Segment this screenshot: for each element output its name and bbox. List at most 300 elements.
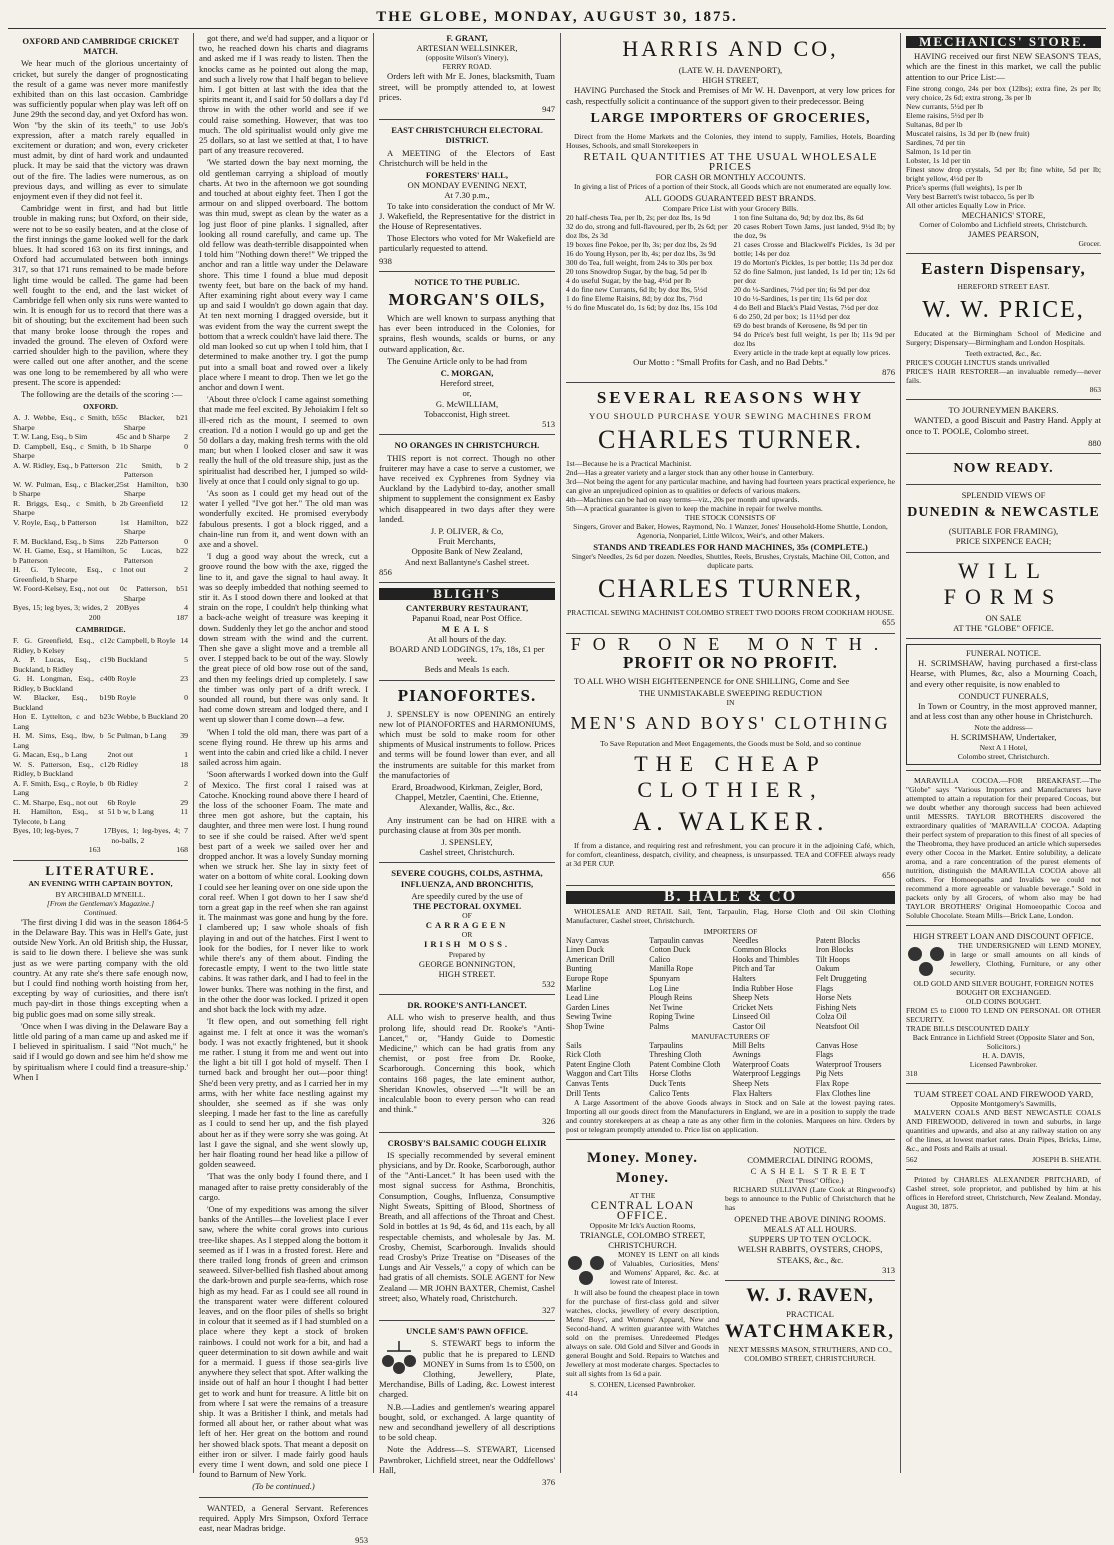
second-innings-dismissal: not out: [111, 750, 134, 760]
forms-at: AT THE "GLOBE" OFFICE.: [953, 622, 1054, 633]
pawnbroker-balls-icon: [906, 942, 946, 978]
batsman-name: H. Hamilton, Esq., st Tylecote, b Lang: [13, 807, 104, 826]
oliver-trade: Fruit Merchants,: [438, 536, 496, 547]
hale-list-column: [649, 1041, 728, 1099]
second-innings-dismissal: Byes, 1; leg-byes, 4; no-balls, 2: [111, 826, 181, 845]
hale-manufacture-list: [566, 1041, 895, 1099]
raven-next: NEXT MESSRS MASON, STRUTHERS, AND CO.,: [728, 1345, 892, 1355]
pawn-title: UNCLE SAM'S PAWN OFFICE.: [405, 1326, 529, 1337]
batsman-name: R. Briggs, Esq., c Smith, b Sharpe: [13, 498, 117, 518]
second-innings-score: 1: [184, 750, 188, 760]
crosby-title: CROSBY'S BALSAMIC COUGH ELIXIR: [387, 1137, 547, 1148]
batsman-name: W. W. Pulman, Esq., c Blacker, b Sharpe: [13, 479, 117, 499]
hale-list-column: [816, 936, 895, 1032]
loan-name: H. A. DAVIS,: [982, 1050, 1025, 1060]
price-item: 69 do best brands of Kerosene, 8s 9d per tin: [733, 320, 868, 330]
first-innings-score: 23: [103, 712, 112, 722]
divider: [725, 1280, 895, 1281]
mechanics-signature: JAMES PEARSON,: [968, 229, 1039, 240]
second-innings-dismissal: b Patterson: [123, 536, 159, 546]
cough-or: OR: [461, 930, 473, 940]
score-row: [13, 413, 188, 432]
ad-number: 655: [882, 617, 895, 628]
ad-number: 938: [379, 255, 392, 266]
money-at: AT THE: [629, 1191, 656, 1201]
divider: [379, 582, 555, 583]
first-innings-score: 20: [116, 603, 124, 613]
score-row: [13, 518, 188, 537]
dining-next: (Next "Press" Office.): [776, 1175, 844, 1185]
several-reasons-sub: YOU SHOULD PURCHASE YOUR SEWING MACHINES FROM: [589, 411, 872, 422]
price-item: 300 do Tea, full weight, from 24s to 30s per box: [566, 257, 713, 267]
funeral-title: FUNERAL NOTICE.: [965, 648, 1042, 659]
import-item: Net Twine: [649, 1002, 683, 1012]
month-title: FOR ONE MONTH.: [570, 633, 891, 654]
second-innings-score: 0: [184, 693, 188, 703]
story-paragraph: 'About three o'clock I came against something that made me feel excited. By Jehoiakim I felt so ill-ered rich as the mount, I seemed to own creation. I'd a notion I would go up and get the 50 dollars a day, making fresh terms with the old man; but when I looked closer and saw it was really the hull of the old treasure ship, just as the spiritualist had described her, I jumped so wild-lively at once that I could only signal to go up.: [199, 394, 368, 486]
election-title: EAST CHRISTCHURCH ELECTORAL DISTRICT.: [391, 125, 543, 146]
tuam-footer: [906, 1155, 1101, 1164]
first-innings-score: 2: [107, 750, 112, 760]
price-item: Finest snow drop crystals, 5d per lb; fine white, 5d per lb; bright yellow, 4½d per lb: [906, 164, 1101, 183]
second-innings-score: 14: [180, 636, 188, 646]
oranges-title: NO ORANGES IN CHRISTCHURCH.: [394, 440, 540, 451]
raven-address: COLOMBO STREET, CHRISTCHURCH.: [744, 1354, 876, 1364]
import-item: Lead Line: [566, 993, 599, 1003]
story-paragraph: 'It flew open, and out something fell right against me. I felt at once it was the woman's body. I was not exactly frightened, but it shook me rather. I stung it from me and went out into the light a bit till I got hold of myself. Then I turned back and brought her out—poor thing! She'd been very pretty, and as I carried her in my arms, with her white face nestling against my shoulder, she seemed as if she was only sleeping. I made her fast to the line as carefully as I could to send her up, and the fish played about her as if they were sorry she was going. At last I gave the signal, and she went slowly up, her hair floating round her head like a pillow of golden seaweed.: [199, 1016, 368, 1170]
second-innings-dismissal: c Webbe, b Buckland: [111, 712, 178, 722]
ad-number: 414: [566, 1388, 578, 1398]
manufacture-item: Waggon and Cart Tilts: [566, 1069, 639, 1079]
divider: [566, 885, 895, 886]
tuam-body: MALVERN COALS AND BEST NEWCASTLE COALS AND FIREWOOD, delivered in town and suburbs, in large quantities and upwards, and also at any railway station on any of the lines, at lowest market rates. Drain Pipes, Bricks, Lime, &c., and Posts and Rails at usual.: [906, 1108, 1101, 1154]
reason-item: 5th—A practical guarantee is given to keep the machine in repair for twelve months.: [566, 504, 823, 514]
grant-address: (opposite Wilson's Vinery),: [425, 53, 509, 63]
import-item: Neatsfoot Oil: [815, 1022, 860, 1031]
servant-ad: WANTED, a General Servant. References required. Apply Mrs Simpson, Oxford Terrace east, near Madras bridge.: [199, 1502, 368, 1534]
bligh-hours: At all hours of the day.: [427, 633, 507, 644]
score-row: [13, 779, 188, 798]
money-body: It will also be found the cheapest place in town for the purchase of first-class gold and silver watches, clocks, jewellery of every description, Mens' Boys', and Womens' Apparel, New and Second-hand. A written guarantee with Watches sold on the premises. Unredeemed Pledges always on sale. Old Gold and Silver and Goods in general Bought and Sold. Repairs to Watches and Jewellery at most moderate charges. Spectacles to suit all sights from 1s 6d a pair.: [566, 1287, 720, 1378]
harris-title: HARRIS AND CO,: [622, 36, 839, 61]
batsman-name: A. F. Smith, Esq., c Royle, b Lang: [13, 778, 104, 798]
column-4: [560, 33, 900, 1473]
manufacture-item: Flax Halters: [732, 1088, 772, 1098]
batsman-name: H. M. Sims, Esq., lbw, b Lang: [13, 731, 104, 750]
cambridge-total-first: 163: [88, 845, 101, 855]
batsman-name: F. G. Greenfield, Esq., c Ridley, b Kelsey: [13, 636, 104, 655]
manufacture-item: Waterproof Coats: [732, 1059, 789, 1069]
story-paragraph: 'I dug a good way about the wreck, cut a groove round the bow with the axe, rigged the line to it, and gave the signal to haul away. It was so deeply imbedded that nothing seemed to stir it. As I stood down there and looked at that strain on the rope, I couldn't help thinking what a back-ache weight of treasure was keeping it down. Suddenly they let go the anchor and stood down stream with the wind and the current. Then she gave a slight move and a tremble all over. I stepped back to be out of the way. Slowly the great piece of old bow rose out of the sand, and then my feelings dried up completely. I saw the timber was only part of a drift wreck. I sounded all round, but there was only sand. It had come down stream and lodged there, and I went up slower than I come down—a few.: [199, 551, 368, 725]
turner-stands: STANDS AND TREADLES FOR HAND MACHINES, 35s (COMPLETE.): [593, 542, 868, 553]
story-paragraph: 'When I told the old man, there was part of a scene flying round. He threw up his arms and went into the cabin and cried like a child. I never sailed across him again.: [199, 726, 368, 768]
batsman-name: A. J. Webbe, Esq., c Smith, b Sharpe: [13, 413, 117, 432]
score-row: [13, 674, 188, 693]
pawn-body: Note the Address—S. STEWART, Licensed Pawnbroker, Lichfield street, near the Oddfellows' Hall,: [379, 1444, 555, 1475]
score-row: [13, 480, 188, 499]
hale-body: WHOLESALE AND RETAIL Sail, Tent, Tarpaulin, Flag, Horse Cloth and Oil skin Clothing Manufacturer, Cashel street, Christchurch.: [566, 906, 895, 925]
views-suitable: (SUITABLE FOR FRAMING),: [948, 526, 1059, 537]
story-paragraph: 'That was the only body I found there, and I managed after to raise pretty considerably of the cargo.: [199, 1171, 368, 1202]
dispensary-name: W. W. PRICE,: [922, 297, 1085, 324]
divider: [906, 638, 1101, 639]
loan-coins: OLD COINS BOUGHT.: [965, 996, 1042, 1006]
import-item: Linen Duck: [566, 945, 604, 955]
harris-cash: FOR CASH OR MONTHLY ACCOUNTS.: [655, 172, 806, 183]
walker-footer: If from a distance, and requiring rest and refreshment, you can procure it in the adjoining Café, which, for comfort, cleanliness, despatch, civility, and cheapness, is unsurpassed. TEA and COFFEE always ready at 3d PER CUP.: [566, 841, 895, 869]
hale-list-column: [733, 1041, 812, 1099]
price-item: New currants, 5½d per lb: [906, 101, 984, 111]
pawnbroker-balls-icon: [379, 1339, 419, 1375]
several-reasons-title: SEVERAL REASONS WHY: [596, 388, 865, 408]
hale-importers: IMPORTERS OF: [703, 926, 758, 936]
columns: [8, 33, 1106, 1545]
manufacture-item: Mill Belts: [732, 1040, 765, 1050]
import-item: Cotton Duck: [649, 945, 691, 955]
harris-guarantee: ALL GOODS GUARANTEED BEST BRANDS.: [644, 193, 817, 204]
piano-title: PIANOFORTES.: [397, 685, 537, 705]
first-innings-score: 17: [103, 826, 112, 836]
reason-item: 2nd—Has a greater variety and a larger stock than any other house in Canterbury.: [566, 468, 814, 478]
second-innings-dismissal: c Campbell, b Royle: [111, 636, 176, 646]
second-innings-score: 18: [180, 759, 188, 769]
dispensary-cough: PRICE'S COUGH LINCTUS stands unrivalled: [906, 358, 1050, 368]
second-innings-dismissal: b Ridley: [111, 778, 138, 788]
harris-body: HAVING Purchased the Stock and Premises of Mr W. H. Davenport, at very low prices for cash, respectfully solicit a continuance of the support given to their predecessor. Being: [566, 85, 895, 106]
second-innings-score: 0: [184, 536, 188, 546]
rooke-title: DR. ROOKE'S ANTI-LANCET.: [407, 1000, 527, 1011]
grant-trade: ARTESIAN WELLSINKER,: [416, 43, 518, 54]
hale-title: B. HALE & CO: [566, 891, 895, 903]
import-item: India Rubber Hose: [732, 983, 793, 993]
funeral-next: Next A 1 Hotel,: [979, 742, 1028, 752]
price-item: 20 cases Robert Town Jams, just landed, 9½d lb; by the doz, 9s: [733, 221, 895, 240]
import-item: Needles: [732, 935, 759, 945]
cambridge-heading: CAMBRIDGE.: [75, 625, 126, 635]
funeral-address: Colombo street, Christchurch.: [957, 751, 1050, 761]
import-item: Iron Blocks: [815, 945, 854, 955]
import-item: Linseed Oil: [732, 1012, 771, 1022]
mechanics-price-list: [906, 84, 1101, 210]
masthead: THE GLOBE, MONDAY, AUGUST 30, 1875.: [8, 6, 1106, 29]
divider: [379, 680, 555, 681]
import-item: Patent Blocks: [815, 935, 860, 945]
piano-name: J. SPENSLEY,: [441, 837, 493, 847]
batsman-name: W. Foord-Kelsey, Esq., not out: [13, 584, 110, 594]
ad-number: 513: [542, 419, 555, 430]
manufacture-item: Patent Engine Cloth: [566, 1059, 631, 1069]
divider: [906, 770, 1101, 771]
loan-lend: FROM £5 to £1000 TO LEND ON PERSONAL OR OTHER SECURITY.: [906, 1005, 1101, 1024]
score-row: [13, 461, 188, 480]
import-item: Sheep Nets: [732, 993, 769, 1003]
cocoa-body: MARAVILLA COCOA.—FOR BREAKFAST.—The "Globe" says "Various Importers and Manufacturers have attempted to attain a reputation for their prepared Cocoas, but we doubt whether any thorough success had been achieved until MESSRS. TAYLOR BROTHERS discovered the extraordinary qualities of 'MARAVILLA' COCOA. Adapting their perfect system of preparation to this finest of all species of the Theobroma, they have produced an article which supersedes every other Cocoa in the Market. Entire solubility, a delicate aroma, and a rare concentration of the purest elements of nutrition, distinguish the MARAVILLA COCOA above all others. For Homoeopaths and Invalids we could not recommend a more agreeable or valuable beverage." Sold in packets only by all Grocers, of whom also may be had TAYLOR BROTHERS' Original Homoeopathic Cocoa and Soluble Chocolate. Steam Mills—Brick Lane, London.: [906, 775, 1101, 920]
divider: [379, 1320, 555, 1321]
ad-number: 880: [1088, 437, 1101, 448]
import-item: Sewing Twine: [566, 1012, 612, 1022]
second-innings-dismissal: b Sharpe: [123, 441, 152, 451]
harris-price-list: [566, 213, 895, 357]
story-paragraph: 'As soon as I could get my head out of the water I yelled "I've got her." The old man was wonderfully excited. He promised everybody fabulous presents. I got a block rigged, and a chain-line run from it, and went down with an axe and a shovel.: [199, 487, 368, 549]
bligh-restaurant: CANTERBURY RESTAURANT,: [405, 603, 529, 614]
second-innings-dismissal: c Blacker, b Sharpe: [123, 413, 181, 432]
views-title: SPLENDID VIEWS OF: [961, 490, 1046, 501]
score-row: [13, 499, 188, 518]
bottom-ads: [566, 1145, 895, 1398]
grant-name: F. GRANT,: [446, 33, 488, 43]
bligh-beds: Beds and Meals 1s each.: [424, 664, 510, 675]
first-innings-score: 22: [116, 536, 124, 546]
morgan-or: or,: [462, 388, 472, 399]
batsman-name: F. M. Buckland, Esq., b Sims: [13, 536, 105, 546]
second-innings-dismissal: c Smith, b Patterson: [123, 460, 181, 480]
ad-number: 947: [542, 104, 555, 115]
manufacture-item: Waterproof Trousers: [815, 1059, 882, 1069]
election-body: Those Electors who voted for Mr Wakefield are particularly requested to attend.: [379, 233, 555, 254]
harris-late: (LATE W. H. DAVENPORT),: [678, 65, 783, 75]
import-item: Colza Oil: [815, 1012, 847, 1022]
dining-body: RICHARD SULLIVAN (Late Cook at Ringwood's) begs to announce to the Public of Christchurch that he has: [725, 1184, 895, 1212]
price-item: 6 do 250, 2d per box; 1s 11½d per doz: [733, 311, 851, 321]
harris-price-column: [734, 213, 896, 357]
story-byline: BY ARCHIBALD M'NEILL.: [55, 889, 146, 899]
divider: [906, 1083, 1101, 1084]
import-item: Bunting: [566, 964, 592, 974]
raven-name: W. J. RAVEN,: [746, 1284, 874, 1306]
funeral-conduct: CONDUCT FUNERALS,: [958, 690, 1049, 701]
import-item: Europe Rope: [566, 974, 608, 984]
cambridge-totals: [13, 845, 188, 855]
bakers-body: WANTED, a good Biscuit and Pastry Hand. Apply at once to T. POOLE, Colombo street.: [906, 415, 1101, 436]
ad-number: 876: [882, 366, 895, 377]
tuam-title: TUAM STREET COAL AND FIREWOOD YARD,: [913, 1088, 1094, 1099]
cough-carrageen: CARRAGEEN: [425, 920, 509, 931]
first-innings-score: 0: [119, 584, 124, 594]
pawn-body: S. STEWART begs to inform the public that he is prepared to LEND MONEY in Sums from 1s to £500, on Clothing, Jewellery, Plate, Merchandise, Bills of Lading, &c. Lowest interest charged.: [379, 1338, 555, 1400]
import-item: Palms: [649, 1022, 669, 1031]
walker-clothing: MEN'S AND BOYS' CLOTHING: [570, 713, 891, 734]
harris-importers: LARGE IMPORTERS OF GROCERIES,: [590, 110, 871, 126]
import-item: Cricket Nets: [732, 1002, 773, 1012]
price-item: Sultanas, 8d per lb: [906, 119, 963, 129]
manufacture-item: Sails: [566, 1040, 582, 1050]
walker-sweep: THE UNMISTAKABLE SWEEPING REDUCTION: [638, 688, 823, 699]
mechanics-body: HAVING received our first NEW SEASON'S TEAS, which are the finest in this market, we call the public attention to our Price List:—: [906, 51, 1101, 82]
oxford-total-first: 200: [88, 612, 101, 622]
import-item: Hooks and Thimbles: [732, 954, 800, 964]
morgan-name: C. MORGAN,: [440, 368, 494, 379]
second-innings-dismissal: c Pulman, b Lang: [111, 731, 167, 741]
turner-address: PRACTICAL SEWING MACHINIST COLOMBO STREET TWO DOORS FROM COOKHAM HOUSE.: [566, 608, 895, 618]
import-item: Oakum: [815, 964, 840, 974]
divider: [906, 552, 1101, 553]
import-item: Shop Twine: [566, 1022, 605, 1031]
divider: [199, 1497, 368, 1498]
second-innings-score: 22: [180, 546, 188, 556]
dining-meals: MEALS AT ALL HOURS.: [763, 1223, 857, 1234]
price-item: 10 do ½-Sardines, 1s per tin; 11s 6d per doz: [733, 293, 868, 303]
import-item: Common Blocks: [732, 945, 787, 955]
oxford-heading: OXFORD.: [83, 402, 118, 412]
hale-footer: A Large Assortment of the above Goods always in Stock and on Sale at the lowest paying rates. Importing all our goods direct from the Manufacturers in England, we are in a position to supply the trade and country storekeepers at as cheap a rate as any other firm in the colonies. Marquees on hire. Orders by post or telegram promptly attended to. Price list on application.: [566, 1098, 895, 1135]
dispensary-title: Eastern Dispensary,: [921, 259, 1086, 279]
score-row: [13, 603, 188, 613]
second-innings-score: 29: [180, 797, 188, 807]
batsman-name: H. G. Tylecote, Esq., c Greenfield, b Sharpe: [13, 565, 117, 584]
score-row: [13, 750, 188, 760]
import-item: Fishing Nets: [815, 1002, 857, 1012]
price-item: Every article in the trade kept at equally low prices.: [733, 347, 891, 357]
first-innings-score: 1: [119, 441, 124, 451]
manufacture-item: Horse Cloths: [649, 1069, 692, 1079]
first-innings-score: 0: [107, 778, 112, 788]
funeral-box: [906, 644, 1101, 765]
first-innings-score: 12: [103, 636, 112, 646]
money-title: Money. Money. Money.: [587, 1150, 698, 1187]
manufacture-item: Duck Tents: [649, 1078, 686, 1088]
batsman-name: W. H. Game, Esq., st Hamilton, b Patterson: [13, 546, 117, 565]
dining-welsh: WELSH RABBITS, OYSTERS, CHOPS,: [737, 1244, 883, 1255]
price-item: 20 half-chests Tea, per lb, 2s; per doz lbs, 1s 9d: [566, 212, 711, 222]
dispensary-teeth: Teeth extracted, &c., &c.: [965, 349, 1042, 359]
score-row: [13, 432, 188, 442]
import-item: Halters: [732, 974, 756, 984]
dining-street: CASHEL STREET: [750, 1165, 870, 1176]
loan-back: Back Entrance in Lichfield Street (Opposite Slater and Son, Solicitors.): [912, 1032, 1095, 1051]
mechanics-signature: Grocer.: [1078, 239, 1101, 249]
second-innings-dismissal: b Greenfield: [123, 498, 164, 508]
election-body: To take into consideration the conduct of Mr W. J. Wakefield, the Representative for the district in the House of Representatives.: [379, 200, 555, 232]
price-item: 19 do Morton's Pickles, 1s per bottle; 11s 3d per doz: [733, 257, 893, 267]
cricket-paragraph: The following are the details of the scoring :—: [21, 388, 183, 399]
ad-number: 863: [1089, 385, 1101, 395]
batsman-name: Byes, 15; leg byes, 3; wides, 2: [13, 603, 109, 613]
first-innings-score: 6: [107, 797, 112, 807]
score-row: [13, 826, 188, 845]
forms-sale: ON SALE: [985, 612, 1022, 623]
divider: [906, 399, 1101, 400]
election-time: At 7.30 p.m.,: [444, 190, 490, 201]
score-row: [13, 655, 188, 674]
dispensary-address: HEREFORD STREET EAST.: [957, 282, 1050, 292]
money-ad: [566, 1145, 719, 1398]
story-to-be-continued: (To be continued.): [252, 1481, 315, 1492]
manufacture-item: Canvas Hose: [815, 1040, 858, 1050]
cough-of: OF: [462, 911, 472, 921]
money-office: CENTRAL LOAN OFFICE.: [590, 1198, 695, 1223]
second-innings-score: 39: [180, 731, 188, 741]
price-item: 32 do do, strong and full-flavoured, per lb, 2s 6d; per doz lbs, 2s 3d: [566, 221, 728, 240]
story-paragraph: 'Soon afterwards I worked down into the Gulf of Mexico. The first coral I raised was at Catoche. Knocking round above there I heard of the loss of the schooner Foam. The mate and three men got ashore, but the captain, his daughter, and three men were lost. I hung round to see if she could be raised. After we'd spent best part of a week we sailed over her and dropped anchor. It was a lovely Sunday morning when we struck her. She lay in sixty feet of water on a bottom of white coral. Looking down I could see her leaning over on one side upon the coral reef. When I got down to her I saw she'd torn a great gap in the reef when she ran against it. The mainmast was gone and hung by the fore. I clambered up; I saw whole shoals of fish playing in and out of the hatches. First I went to look for the bodies, for I never like to work while there's any of them about. Finding the forecastle empty, I went to the two little state cabins. It was rather dark, and I had to feel in the lower bunks. There was nothing in the first, and in the other the door was locked. I prized it open and shot back the lock with my adze.: [199, 769, 368, 1015]
ad-number: 318: [906, 1068, 918, 1078]
first-innings-score: 12: [103, 759, 112, 769]
batsman-name: T. W. Lang, Esq., b Sim: [13, 432, 88, 442]
harris-motto: Our Motto : "Small Profits for Cash, and no Bad Debts.": [633, 356, 828, 367]
raven-watchmaker: WATCHMAKER,: [725, 1321, 895, 1343]
manufacture-item: Pig Nets: [815, 1069, 844, 1079]
cricket-title: OXFORD AND CAMBRIDGE CRICKET MATCH.: [22, 36, 179, 57]
manufacture-item: Drill Tents: [566, 1088, 601, 1098]
first-innings-score: 21: [116, 460, 124, 470]
second-innings-score: 12: [180, 498, 188, 508]
import-item: Horse Nets: [815, 993, 852, 1003]
import-item: Navy Canvas: [566, 935, 609, 945]
second-innings-score: 22: [180, 517, 188, 527]
score-row: [13, 798, 188, 808]
score-row: [13, 807, 188, 826]
funeral-name: H. SCRIMSHAW, Undertaker,: [950, 732, 1057, 743]
oxford-scorecard: [13, 413, 188, 613]
money-triangle: TRIANGLE, COLOMBO STREET,: [579, 1229, 706, 1240]
dispensary-hair: PRICE'S HAIR RESTORER—an invaluable remedy—never fails.: [906, 367, 1101, 386]
cricket-paragraph: Cambridge went in first, and had but little trouble in making runs; but Oxford, on their side, were not to be so easily beaten, and at the close of the first innings the game looked well for the dark blues. It had scored 163 on its first innings, and Oxford had accumulated between both innings 317, so that 171 runs remained to be made before light time would be called. The game had been well fought to the end, and the last wicket of Cambridge fell when only six runs were wanted to win. It is enough for us to record that there was a bit of shouting; but the excitement had been such that many broke loose through the ropes and invaded the ground. The eleven of Oxford were carried shoulder high to the pavilion, where they were called out one after another, and the scene was one long to be remembered by all who were present. The score is appended:: [13, 203, 188, 387]
morgan-agent: G. McWILLIAM,: [435, 398, 499, 409]
second-innings-score: 4: [184, 603, 188, 613]
manufacture-item: Patent Combine Cloth: [649, 1059, 721, 1069]
first-innings-score: 55: [116, 413, 124, 423]
first-innings-score: 19: [103, 655, 112, 665]
oliver-name: J. P. OLIVER, & Co,: [430, 525, 504, 536]
divider: [906, 1169, 1101, 1170]
batsman-name: Hon E. Lyttelton, c and b Lang: [13, 712, 104, 731]
oxford-totals: [13, 613, 188, 623]
pawnbroker-balls-icon: [566, 1251, 606, 1287]
divider: [379, 119, 555, 120]
oliver-address: And next Ballantyne's Cashel street.: [404, 556, 530, 567]
manufacture-item: Canvas Tents: [566, 1078, 609, 1088]
divider: [379, 994, 555, 995]
walker-save: To Save Reputation and Meet Engagements, the Goods must be Sold, and so continue: [600, 739, 861, 749]
story-continued: Continued.: [83, 907, 118, 917]
price-item: Muscatel raisins, 1s 3d per lb (new fruit): [906, 128, 1030, 138]
second-innings-score: 21: [180, 413, 188, 423]
price-item: 4 do fine new Currants, 6d lb; by doz lbs, 5½d: [566, 284, 708, 294]
dining-title: COMMERCIAL DINING ROOMS,: [747, 1155, 873, 1166]
price-item: 4 do useful Sugar, by the bag, 4½d per lb: [566, 275, 691, 285]
second-innings-dismissal: not out: [123, 565, 146, 575]
first-innings-score: 1: [119, 517, 124, 527]
score-row: [13, 546, 188, 565]
bligh-title: BLIGH'S: [379, 588, 555, 600]
election-hall: FORESTERS' HALL,: [425, 170, 509, 181]
ad-number: 327: [542, 1304, 555, 1315]
divider: [906, 925, 1101, 926]
divider: [379, 1132, 555, 1133]
loan-title: HIGH STREET LOAN AND DISCOUNT OFFICE.: [913, 930, 1094, 941]
manufacture-item: Threshing Cloth: [649, 1050, 702, 1060]
oranges-body: THIS report is not correct. Though no other fruiterer may have a case to serve a customer, we have received ex Cyphrenes from Sydney via Auckland by the Ladybird to-day, another small shipment to supplement the consignment ex Easby which disappeared in two days after they were landed.: [379, 452, 555, 524]
harris-direct: Direct from the Home Markets and the Colonies, they intend to supply, Families, Hotels, Boarding Houses, Schools, and small Storekeepers in: [566, 131, 895, 150]
second-innings-dismissal: c Lucas, b Patterson: [123, 546, 181, 565]
turner-needles: Singer's Needles, 2s 6d per dozen. Needles, Shuttles, Reels, Brushes, Crystals, Machine Oil, Cotton, and duplicate parts.: [571, 552, 890, 571]
walker-name: A. WALKER.: [632, 807, 829, 837]
import-item: Marline: [566, 983, 592, 993]
cough-prepared: Prepared by: [448, 949, 486, 959]
second-innings-dismissal: Byes: [123, 603, 140, 613]
price-item: Salmon, 1s 1d per tin: [906, 146, 971, 156]
price-item: 19 boxes fine Pekoe, per lb, 3s; per doz lbs, 2s 9d: [566, 239, 717, 249]
first-innings-score: 19: [103, 693, 112, 703]
second-innings-dismissal: st Hamilton, b Sharpe: [123, 479, 181, 499]
turner-name: CHARLES TURNER,: [598, 574, 863, 604]
price-item: 52 do fine Salmon, just landed, 1s 1d per tin; 12s 6d per doz: [733, 266, 895, 285]
walker-body: TO ALL WHO WISH EIGHTEENPENCE for ONE SHILLING, Come and See: [574, 675, 850, 686]
import-item: Garden Lines: [566, 1002, 610, 1012]
batsman-name: G. Macan, Esq., b Lang: [13, 750, 88, 760]
price-item: 21 cases Crosse and Blackwell's Pickles, 1s 3d per bottle; 14s per doz: [733, 239, 895, 258]
dining-suppers: SUPPERS UP TO TEN O'CLOCK.: [748, 1234, 872, 1245]
morgan-agent-trade: Tobacconist, High street.: [424, 408, 510, 419]
